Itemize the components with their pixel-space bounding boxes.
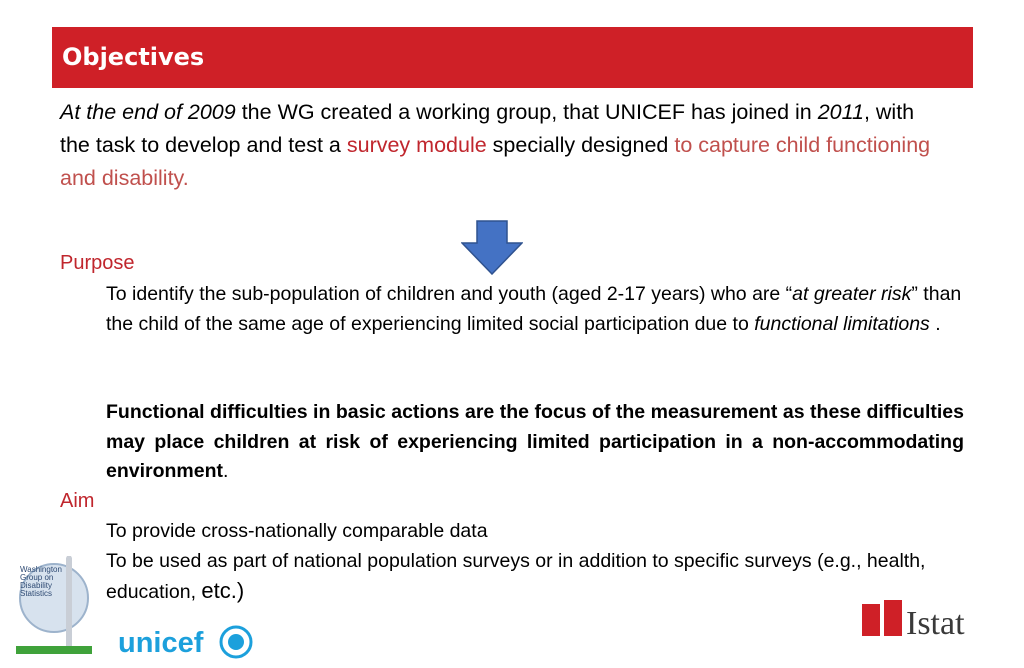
wg-logo-line-3: Disability [20,581,53,590]
intro-text: specially designed [486,133,675,157]
purpose-emphasis: functional limitations [754,312,930,335]
title-bar [52,27,973,88]
aim-heading: Aim [60,490,95,512]
purpose-text-part: ” than the child of the same age of experiencing limited social participation due to [106,283,962,335]
aim-text [106,517,976,608]
unicef-wordmark: unicef [118,627,204,659]
istat-wordmark: Istat [906,605,965,642]
wg-logo-line-4: Statistics [20,589,53,598]
purpose-text-part: . [929,312,941,335]
bold-statement-end: . [223,460,229,482]
istat-logo [860,596,994,644]
washington-group-logo [14,556,92,656]
aim-line: To provide cross-nationally comparable data [106,520,488,542]
intro-text: the WG created a working group, that UNICEF has joined in [235,100,818,124]
survey-module-highlight: survey module [346,133,487,157]
purpose-text [106,280,966,339]
purpose-text-part: To identify the sub-population of children and youth (aged 2-17 years) who are “ [106,283,793,305]
functional-difficulties-text [106,398,964,487]
aim-line [106,547,976,608]
purpose-emphasis: at greater risk [792,283,912,305]
intro-year: 2011 [817,100,864,124]
intro-text: , with the task to develop and test a [60,100,915,157]
aim-line-text: To be used as part of national population surveys or in addition to specific surveys (e.g., health, education, [106,549,926,603]
wg-logo-line-1: Washington [20,565,62,574]
wg-logo-line-2: Group on [20,573,54,582]
aim-line-end: etc.) [201,578,245,603]
intro-paragraph [60,96,940,195]
unicef-logo [116,622,256,662]
purpose-heading: Purpose [60,252,135,274]
intro-date: At the end of 2009 [60,100,236,124]
down-arrow-icon [461,220,523,275]
capture-highlight: to capture child functioning and disability. [60,133,931,190]
bold-statement: Functional difficulties in basic actions are the focus of the measurement as these difficulties may place children at risk of experiencing limited participation in a non-accommodating environment [106,401,964,482]
slide-title: Objectives [62,43,205,71]
